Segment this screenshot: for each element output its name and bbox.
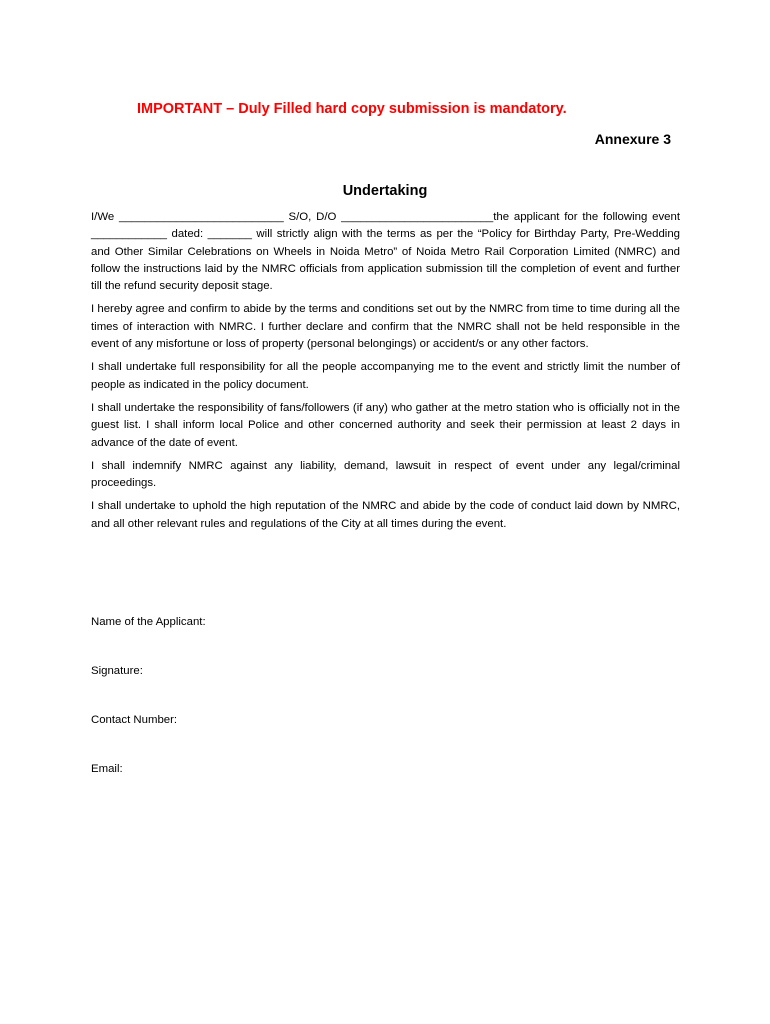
- paragraph-conduct: I shall undertake to uphold the high reputation of the NMRC and abide by the code of conduct laid down by NMRC, and all other relevant rules and regulations of the City at all times during the event.: [91, 500, 680, 530]
- document-title: Undertaking: [342, 183, 428, 199]
- contact-number-label: Contact Number:: [91, 714, 178, 726]
- paragraph-indemnify: I shall indemnify NMRC against any liability, demand, lawsuit in respect of event under any legal/criminal proceedings.: [91, 459, 680, 490]
- paragraph-declaration: I/We __________________________ S/O, D/O ________________________the applicant for the following event ____________ dated: _______ will strictly align with the terms as per the “Policy for Birthday Party, Pre-Wedding and Other Similar Celebrations on Wheels in Noida Metro” of Noida Metro Rail Corporation Limited (NMRC) and follow the instructions laid by the NMRC officials from application submission till the completion of event and further till the refund security deposit stage.: [91, 211, 680, 293]
- email-label: Email:: [91, 763, 123, 775]
- paragraph-fans: I shall undertake the responsibility of fans/followers (if any) who gather at the metro station who is officially not in the guest list. I shall inform local Police and other concerned authority and seek their permission at least 2 days in advance of the date of event.: [91, 401, 680, 449]
- signature-label: Signature:: [91, 665, 143, 677]
- undertaking-body: [91, 209, 680, 533]
- annexure-label: Annexure 3: [594, 131, 671, 147]
- applicant-name-label: Name of the Applicant:: [91, 616, 206, 628]
- important-notice: IMPORTANT – Duly Filled hard copy submission is mandatory.: [137, 101, 567, 117]
- paragraph-responsibility: I shall undertake full responsibility for all the people accompanying me to the event and strictly limit the number of people as indicated in the policy document.: [91, 361, 680, 391]
- paragraph-agreement: I hereby agree and confirm to abide by the terms and conditions set out by the NMRC from time to time during all the times of interaction with NMRC. I further declare and confirm that the NMRC shall not be held responsible in the event of any misfortune or loss of property (personal belongings) or accident/s or any other factors.: [91, 303, 680, 351]
- applicant-fields: [91, 614, 206, 810]
